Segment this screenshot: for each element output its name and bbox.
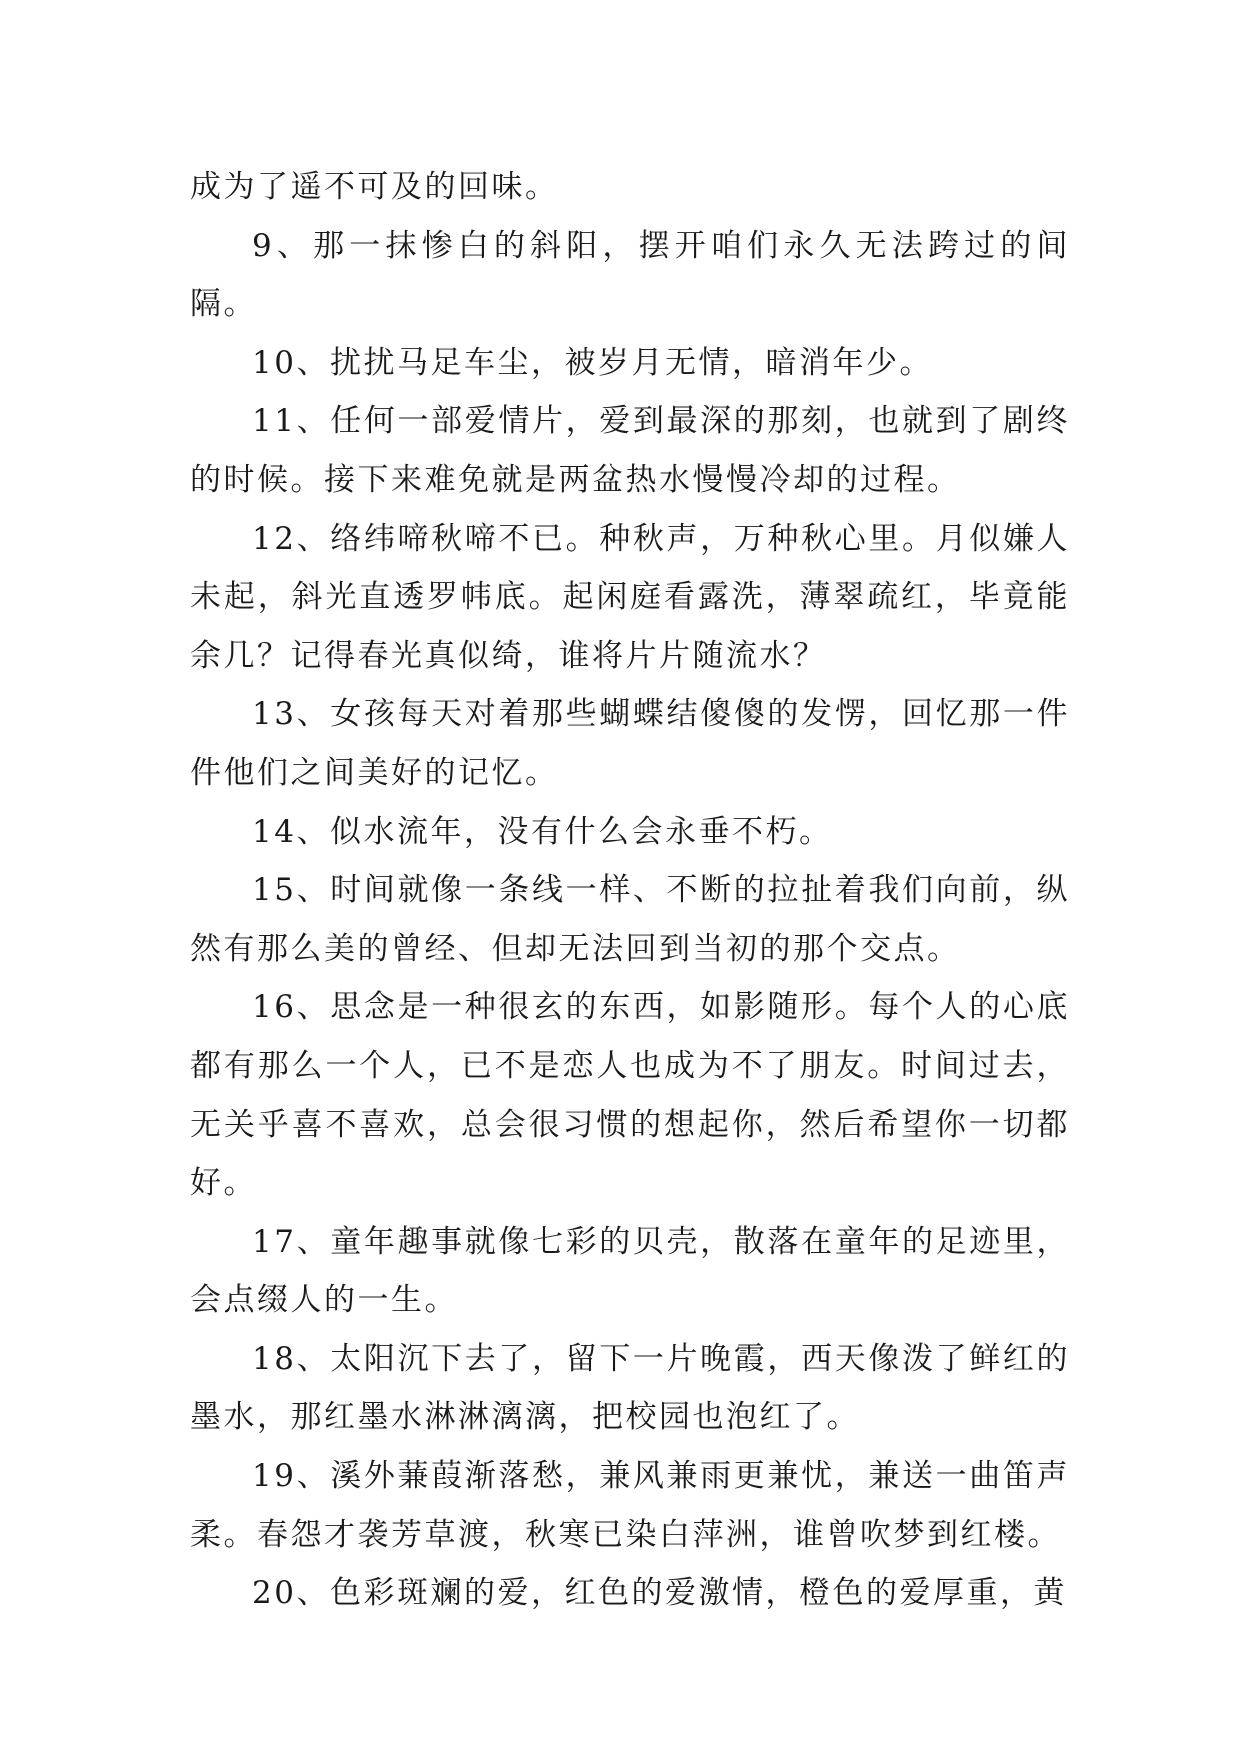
paragraph-item-16: 16、思念是一种很玄的东西，如影随形。每个人的心底都有那么一个人，已不是恋人也成为不了朋友。时间过去，无关乎喜不喜欢，总会很习惯的想起你，然后希望你一切都好。: [190, 989, 1070, 1202]
paragraph-item-17: 17、童年趣事就像七彩的贝壳，散落在童年的足迹里，会点缀人的一生。: [190, 1223, 1070, 1319]
paragraph-item-13: 13、女孩每天对着那些蝴蝶结傻傻的发愣，回忆那一件件他们之间美好的记忆。: [190, 696, 1070, 791]
paragraph-item-9: 9、那一抹惨白的斜阳，摆开咱们永久无法跨过的间隔。: [190, 227, 1070, 323]
paragraph-item-20: 20、色彩斑斓的爱，红色的爱激情，橙色的爱厚重，黄: [252, 1575, 1067, 1612]
paragraph-item-15: 15、时间就像一条线一样、不断的拉扯着我们向前，纵然有那么美的曾经、但却无法回到当初的那个交点。: [190, 872, 1070, 967]
paragraph-item-11: 11、任何一部爱情片，爱到最深的那刻，也就到了剧终的时候。接下来难免就是两盆热水慢慢冷却的过程。: [190, 403, 1070, 498]
paragraph-continuation: 成为了遥不可及的回味。: [190, 169, 559, 205]
document-body: [190, 158, 1070, 1623]
paragraph-item-14: 14、似水流年，没有什么会永垂不朽。: [252, 813, 833, 850]
paragraph-item-18: 18、太阳沉下去了，留下一片晚霞，西天像泼了鲜红的墨水，那红墨水淋淋漓漓，把校园也泡红了。: [190, 1340, 1070, 1436]
paragraph-item-19: 19、溪外蒹葭渐落愁，兼风兼雨更兼忧，兼送一曲笛声柔。春怨才袭芳草渡，秋寒已染白萍洲，谁曾吹梦到红楼。: [190, 1458, 1070, 1553]
paragraph-item-12: 12、络纬啼秋啼不已。种秋声，万种秋心里。月似嫌人未起，斜光直透罗帏底。起闲庭看露洗，薄翠疏红，毕竟能余几？记得春光真似绮，谁将片片随流水？: [190, 520, 1070, 674]
paragraph-item-10: 10、扰扰马足车尘，被岁月无情，暗消年少。: [252, 344, 933, 381]
